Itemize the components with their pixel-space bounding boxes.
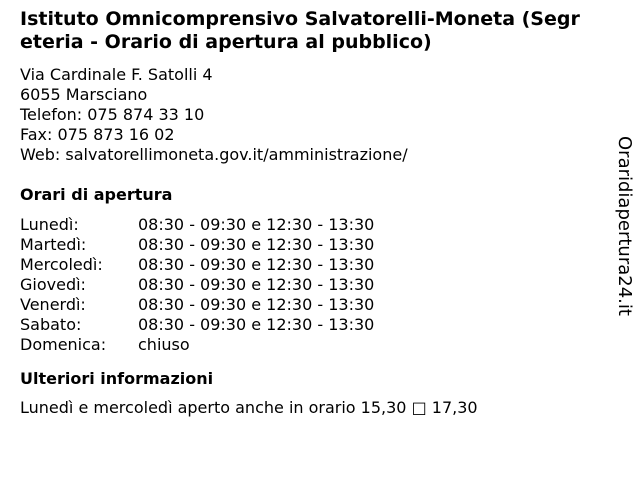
hours-time: 08:30 - 09:30 e 12:30 - 13:30 xyxy=(138,235,375,254)
hours-row xyxy=(20,315,610,335)
hours-row xyxy=(20,215,610,235)
hours-day: Sabato: xyxy=(20,315,82,334)
hours-time: 08:30 - 09:30 e 12:30 - 13:30 xyxy=(138,275,375,294)
hours-time: 08:30 - 09:30 e 12:30 - 13:30 xyxy=(138,295,375,314)
content xyxy=(20,8,610,418)
page-title: Istituto Omnicomprensivo Salvatorelli-Moneta (Segreteria - Orario di apertura al pubblico) xyxy=(20,8,580,53)
hours-day: Lunedì: xyxy=(20,215,79,234)
address-block xyxy=(20,65,610,165)
address-web: Web: salvatorellimoneta.gov.it/amministrazione/ xyxy=(20,145,408,164)
address-street: Via Cardinale F. Satolli 4 xyxy=(20,65,213,84)
address-city: 6055 Marsciano xyxy=(20,85,148,104)
hours-day: Martedì: xyxy=(20,235,87,254)
hours-row xyxy=(20,335,610,355)
opening-hours-heading: Orari di apertura xyxy=(20,185,173,204)
hours-time: 08:30 - 09:30 e 12:30 - 13:30 xyxy=(138,215,375,234)
additional-info-text: Lunedì e mercoledì aperto anche in orario 15,30 □ 17,30 xyxy=(20,398,478,417)
hours-day: Giovedì: xyxy=(20,275,86,294)
hours-row xyxy=(20,235,610,255)
watermark-text: Oraridiapertura24.it xyxy=(614,136,635,316)
hours-time: 08:30 - 09:30 e 12:30 - 13:30 xyxy=(138,255,375,274)
hours-row xyxy=(20,295,610,315)
address-fax: Fax: 075 873 16 02 xyxy=(20,125,175,144)
hours-time: chiuso xyxy=(138,335,190,354)
hours-row xyxy=(20,275,610,295)
hours-time: 08:30 - 09:30 e 12:30 - 13:30 xyxy=(138,315,375,334)
opening-hours-list xyxy=(20,215,610,355)
hours-day: Domenica: xyxy=(20,335,107,354)
hours-row xyxy=(20,255,610,275)
hours-day: Mercoledì: xyxy=(20,255,103,274)
hours-day: Venerdì: xyxy=(20,295,86,314)
additional-info-heading: Ulteriori informazioni xyxy=(20,369,214,388)
address-phone: Telefon: 075 874 33 10 xyxy=(20,105,205,124)
